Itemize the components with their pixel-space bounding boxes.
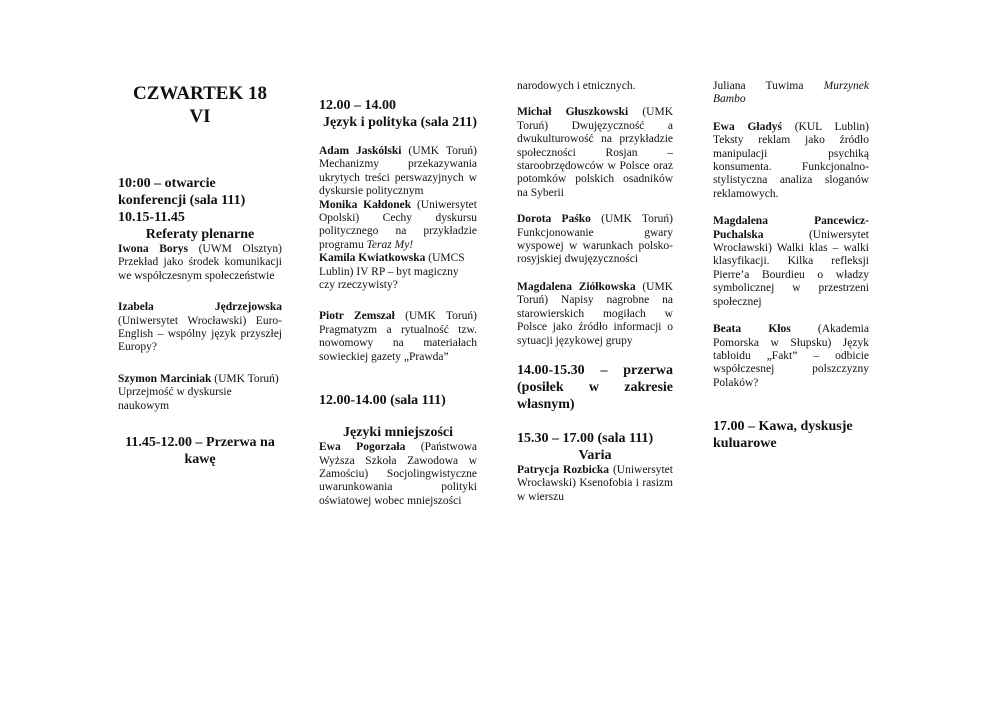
plenary-title: Referaty plenarne	[145, 227, 255, 242]
author-name: Iwona Borys	[118, 243, 189, 255]
session-title: Języki mniejszości	[342, 425, 454, 441]
talk-text: (UMK Toruń) Funkcjonowanie gwary wyspowej w warunkach polsko-rosyjskiej dwujęzyczności	[517, 213, 673, 266]
column-3	[517, 80, 673, 504]
talk-entry	[517, 464, 673, 504]
coffee-break: 11.45-12.00 – Przerwa na kawę	[125, 435, 275, 468]
talk-text: (UMK Toruń) Napisy nagrobne na starowierskich mogiłach w Polsce jako źródło informacji o sytuacji językowej grupy	[517, 280, 673, 347]
talk-entry	[319, 441, 477, 508]
talk-entry	[319, 145, 477, 199]
talk-entry	[319, 310, 477, 364]
talk-entry	[118, 373, 282, 413]
program-title: Teraz My!	[366, 238, 414, 251]
talk-entry	[118, 243, 282, 283]
talk-text: (Uniwersytet Wrocławski) Ksenofobia i rasizm w wierszu	[517, 463, 673, 503]
author-name: Adam Jaskólski	[319, 145, 402, 157]
session-time: 15.30 – 17.00 (sala 111)	[517, 430, 654, 446]
author-name: Patrycja Rozbicka	[517, 463, 610, 476]
talk-text: (UMK Toruń) Dwujęzyczność a dwukulturowość na przykładzie społeczności Rosjan – staroobrzędowców w Polsce oraz potomków polskich osadników na Syberii	[517, 106, 673, 199]
talk-text: (UMCS Lublin) IV RP – byt magiczny czy rzeczywisty?	[319, 252, 465, 292]
talk-text: (UWM Olsztyn) Przekład jako środek komunikacji we współczesnym społeczeństwie	[118, 243, 282, 282]
session-time: 12.00 – 14.00	[319, 98, 396, 113]
author-name: Ewa Gładyś	[713, 120, 782, 133]
talk-entry	[713, 215, 869, 309]
author-name: Kamila Kwiatkowska	[319, 252, 426, 265]
talk-text: (Uniwersytet Wrocławski) Euro-English – wspólny język przyszłej Europy?	[118, 314, 282, 354]
session-time: 12.00-14.00 (sala 111)	[319, 393, 446, 409]
author-name: Beata Kłos	[713, 323, 791, 336]
author-name: Izabela Jędrzejowska	[118, 301, 282, 314]
column-2	[319, 97, 477, 508]
author-name: Monika Kałdonek	[319, 198, 412, 211]
talk-entry	[517, 281, 673, 348]
session-title: Varia	[578, 447, 612, 463]
author-name: Magdalena Ziółkowska	[517, 280, 636, 293]
day-title: CZWARTEK 18 VI	[133, 83, 267, 127]
author-name: Ewa Pogorzała	[319, 441, 406, 454]
talk-entry	[517, 213, 673, 267]
talk-entry	[713, 323, 869, 390]
talk-text: (UMK Toruń) Pragmatyzm a rytualność tzw. nowomowy na materiałach sowieckiej gazety „Prawda”	[319, 310, 477, 363]
poem-title: Murzynek Bambo	[713, 80, 869, 106]
talk-text: (KUL Lublin) Teksty reklam jako źródło manipulacji psychiką konsumenta. Funkcjonalno-stylistyczna analiza sloganów reklamowych.	[713, 120, 869, 200]
session-title: Język i polityka (sala 211)	[323, 115, 478, 130]
author-name: Piotr Zemszał	[319, 310, 395, 323]
closing-coffee: 17.00 – Kawa, dyskusje kuluarowe	[713, 419, 853, 452]
lunch-break: 14.00-15.30 – przerwa (posiłek w zakresie własnym)	[517, 362, 673, 412]
talk-text: (UMK Toruń) Uprzejmość w dyskursie naukowym	[118, 372, 279, 412]
talk-text: (Akademia Pomorska w Słupsku) Język tabloidu „Fakt” – odbicie współczesnej polszczyzny Polaków?	[713, 323, 869, 389]
continued-text: Juliana Tuwima Murzynek Bambo	[713, 80, 869, 106]
talk-entry	[713, 121, 869, 201]
author-name: Michał Głuszkowski	[517, 106, 629, 119]
plenary-time: 10.15-11.45	[118, 210, 185, 225]
column-1	[118, 82, 282, 468]
column-4	[713, 80, 869, 452]
talk-entry	[319, 252, 477, 292]
author-name: Szymon Marciniak	[118, 372, 212, 385]
author-name: Dorota Paśko	[517, 213, 591, 226]
talk-entry	[517, 106, 673, 200]
opening-heading: 10:00 – otwarcie konferencji (sala 111)	[118, 176, 246, 208]
talk-text: (Uniwersytet Wrocławski) Walki klas – walki klasyfikacji. Kilka refleksji Pierre’a Bourdieu o władzy symbolicznej w przestrzeni społecznej	[713, 228, 869, 308]
author-name: Magdalena Pancewicz-Puchalska	[713, 215, 869, 241]
talk-entry	[118, 301, 282, 355]
continued-text: narodowych i etnicznych.	[517, 80, 636, 92]
talk-text: (UMK Toruń) Mechanizmy przekazywania ukrytych treści perswazyjnych w dyskursie politycznym	[319, 145, 477, 198]
talk-entry	[319, 199, 477, 253]
talk-text: (Państwowa Wyższa Szkoła Zawodowa w Zamościu) Socjolingwistyczne uwarunkowania polityki oświatowej wobec mniejszości	[319, 441, 477, 507]
talk-text: (Uniwersytet Opolski) Cechy dyskursu politycznego na przykładzie programu	[319, 198, 477, 251]
